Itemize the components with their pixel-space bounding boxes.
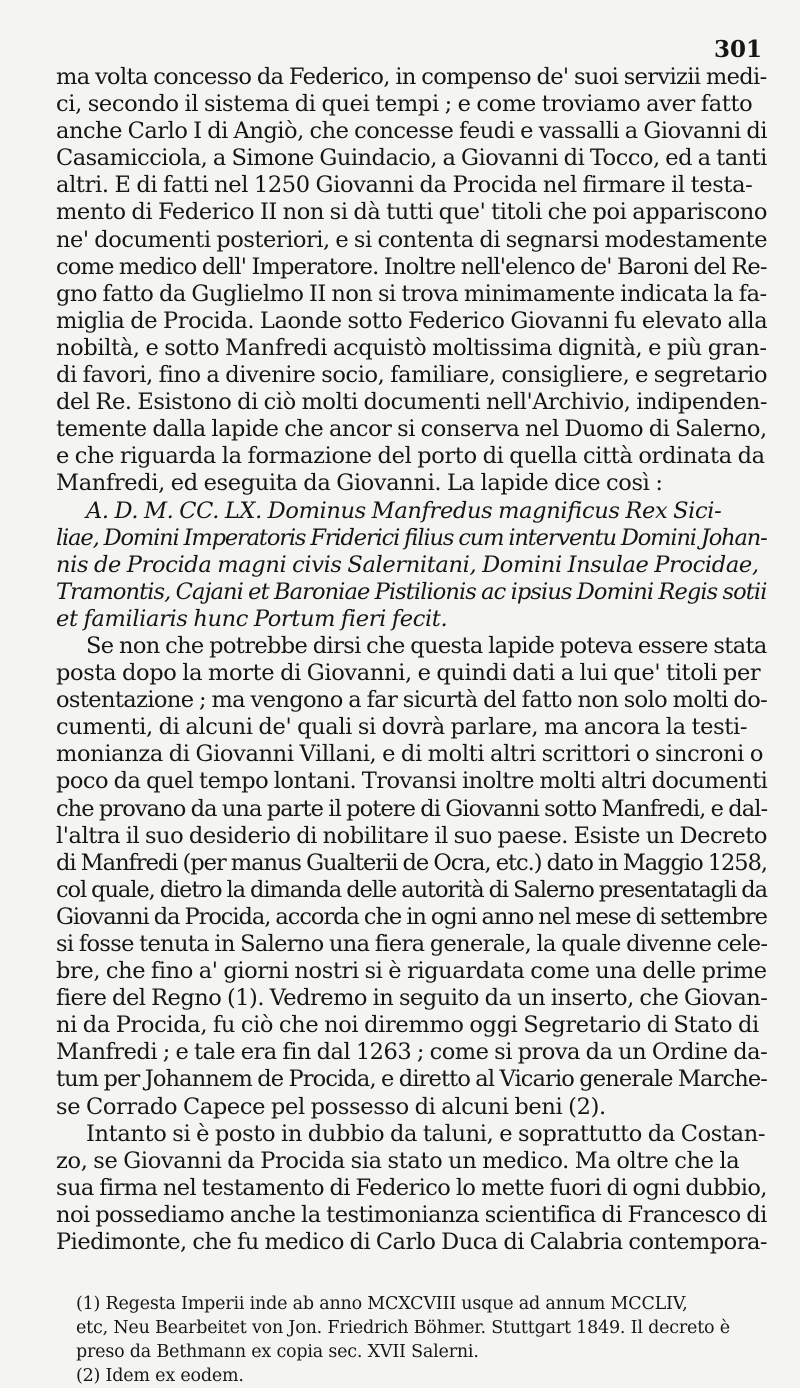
text-line: ostentazione ; ma vengono a far sicurtà del fatto non solo molti do- bbox=[56, 687, 768, 714]
text-line: come medico dell' Imperatore. Inoltre nell'elenco de' Baroni del Re- bbox=[56, 253, 767, 280]
text-line: noi possediamo anche la testimonianza scientifica di Francesco di bbox=[56, 1201, 767, 1228]
text-line: mento di Federico II non si dà tutti que' titoli che poi appariscono bbox=[56, 199, 768, 226]
text-line: nis de Procida magni civis Salernitani, Domini Insulae Procidae, bbox=[56, 551, 759, 578]
text-line: Casamicciola, a Simone Guindacio, a Giovanni di Tocco, ed a tanti bbox=[56, 145, 767, 172]
text-line: tum per Johannem de Procida, e diretto al Vicario generale Marche- bbox=[56, 1066, 768, 1093]
text-line: Piedimonte, che fu medico di Carlo Duca di Calabria contempora- bbox=[56, 1229, 768, 1256]
text-line: bre, che fino a' giorni nostri si è riguardata come una delle prime bbox=[56, 958, 767, 985]
text-line: ni da Procida, fu ciò che noi diremmo oggi Segretario di Stato di bbox=[56, 1012, 759, 1039]
text-line: ma volta concesso da Federico, in compenso de' suoi servizii medi- bbox=[56, 64, 767, 90]
text-line: l'altra il suo desiderio di nobilitare il suo paese. Esiste un Decreto bbox=[56, 822, 767, 849]
text-line: anche Carlo I di Angiò, che concesse feudi e vassalli a Giovanni di bbox=[56, 118, 768, 145]
text-line: et familiaris hunc Portum fieri fecit. bbox=[56, 605, 448, 632]
text-line: Tramontis, Cajani et Baroniae Pistilionis ac ipsius Domini Regis sotii bbox=[56, 578, 767, 605]
text-line: che provano da una parte il potere di Giovanni sotto Manfredi, e dal- bbox=[56, 795, 768, 822]
text-line: Manfredi ; e tale era fin dal 1263 ; come si prova da un Ordine da- bbox=[56, 1039, 768, 1066]
text-line: zo, se Giovanni da Procida sia stato un medico. Ma oltre che la bbox=[56, 1147, 740, 1174]
body-text bbox=[56, 64, 768, 1256]
text-line: liae, Domini Imperatoris Friderici filius cum interventu Domini Johan- bbox=[56, 524, 767, 551]
footnote-line: preso da Bethmann ex copia sec. XVII Salerni. bbox=[76, 1342, 479, 1363]
text-line: del Re. Esistono di ciò molti documenti nell'Archivio, indipenden- bbox=[56, 389, 768, 416]
text-line: miglia de Procida. Laonde sotto Federico Giovanni fu elevato alla bbox=[56, 307, 768, 334]
footnotes bbox=[56, 1292, 768, 1388]
text-line: cumenti, di alcuni de' quali si dovrà parlare, ma ancora la testi- bbox=[56, 714, 748, 741]
text-line: monianza di Giovanni Villani, e di molti altri scrittori o sincroni o bbox=[56, 741, 764, 768]
text-line: si fosse tenuta in Salerno una fiera generale, la quale divenne cele- bbox=[56, 931, 768, 957]
page-number: 301 bbox=[713, 36, 762, 63]
text-line: nobiltà, e sotto Manfredi acquistò moltissima dignità, e più gran- bbox=[56, 334, 767, 361]
text-line: se Corrado Capece pel possesso di alcuni beni (2). bbox=[56, 1093, 606, 1120]
text-line: posta dopo la morte di Giovanni, e quindi dati a lui que' titoli per bbox=[56, 660, 761, 687]
text-line: gno fatto da Guglielmo II non si trova minimamente indicata la fa- bbox=[56, 280, 767, 307]
footnote-line: etc, Neu Bearbeitet von Jon. Friedrich Böhmer. Stuttgart 1849. Il decreto è bbox=[76, 1318, 730, 1339]
text-line: Giovanni da Procida, accorda che in ogni anno nel mese di settembre bbox=[56, 903, 767, 930]
footnote-line: (2) Idem ex eodem. bbox=[76, 1366, 244, 1387]
text-line: Intanto si è posto in dubbio da taluni, e soprattutto da Costan- bbox=[86, 1120, 766, 1147]
text-line: col quale, dietro la dimanda delle autorità di Salerno presentatagli da bbox=[56, 876, 767, 903]
text-line: ci, secondo il sistema di quei tempi ; e come troviamo aver fatto bbox=[56, 91, 753, 118]
text-line: poco da quel tempo lontani. Trovansi inoltre molti altri documenti bbox=[56, 768, 768, 795]
text-line: ne' documenti posteriori, e si contenta di segnarsi modestamente bbox=[56, 226, 768, 253]
text-line: Se non che potrebbe dirsi che questa lapide poteva essere stata bbox=[86, 632, 767, 659]
text-line: temente dalla lapide che ancor si conserva nel Duomo di Salerno, bbox=[56, 416, 767, 443]
text-line: A. D. M. CC. LX. Dominus Manfredus magnificus Rex Sici- bbox=[86, 497, 722, 524]
text-line: fiere del Regno (1). Vedremo in seguito da un inserto, che Giovan- bbox=[56, 985, 768, 1012]
text-line: sua firma nel testamento di Federico lo mette fuori di ogni dubbio, bbox=[56, 1174, 767, 1201]
text-line: di favori, fino a divenire socio, familiare, consigliere, e segretario bbox=[56, 362, 768, 389]
text-line: e che riguarda la formazione del porto di quella città ordinata da bbox=[56, 443, 765, 470]
text-line: altri. E di fatti nel 1250 Giovanni da Procida nel firmare il testa- bbox=[56, 172, 753, 199]
text-line: di Manfredi (per manus Gualterii de Ocra, etc.) dato in Maggio 1258, bbox=[56, 849, 768, 876]
text-line: Manfredi, ed eseguita da Giovanni. La lapide dice così : bbox=[56, 470, 663, 497]
footnote-line: (1) Regesta Imperii inde ab anno MCXCVIII usque ad annum MCCLIV, bbox=[76, 1294, 688, 1315]
